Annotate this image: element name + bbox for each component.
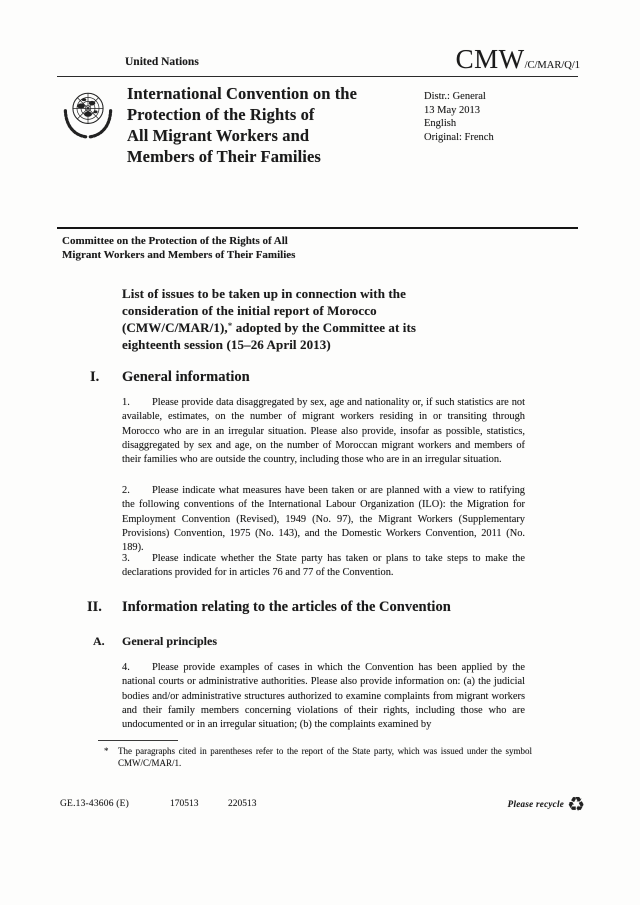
document-symbol	[456, 44, 580, 75]
distr-line: Distr.: General	[424, 91, 486, 102]
committee-name	[62, 235, 295, 262]
distribution-block	[424, 90, 494, 144]
convention-title-line: Protection of the Rights of	[127, 105, 315, 124]
subsection-heading-general-principles	[93, 634, 217, 649]
footer-date-code: 220513	[228, 799, 257, 809]
footnote-marker: *	[227, 320, 233, 331]
section-number: I.	[90, 369, 100, 385]
paragraph-text: Please indicate whether the State party has taken or plans to take steps to make the declarations provided for in articles 76 and 77 of the Convention.	[122, 553, 525, 579]
paragraph-4	[122, 661, 525, 732]
document-title-line: eighteenth session (15–26 April 2013)	[122, 337, 331, 353]
document-title	[122, 286, 416, 354]
paragraph-text: Please provide data disaggregated by sex, age and nationality or, if such statistics are not available, estimates, on the number of migrant workers residing in or transiting through Morocco who are in an irregular situation. Please also provide, insofar as possible, statistics, disaggregated by sex and age, on the number of Moroccan migrant workers and members of their families who are outside the country, including those who are in an irregular situation.	[122, 397, 525, 466]
paragraph-number: 1.	[122, 397, 130, 408]
paragraph-number: 4.	[122, 662, 130, 673]
document-title-line: List of issues to be taken up in connection with the	[122, 286, 407, 301]
committee-name-line: Migrant Workers and Members of Their Families	[62, 248, 296, 261]
convention-title-line: Members of Their Families	[127, 147, 321, 166]
subsection-number: A.	[93, 634, 105, 648]
document-title-line: consideration of the initial report of Morocco	[122, 302, 377, 318]
paragraph-text: Please provide examples of cases in which the Convention has been applied by the national courts or administrative authorities. Please also provide information on: (a) the judicial bodies and/or administrative structures authorized to examine complaints from migrant workers and their family members concerning violations of their rights, including those who are undocumented or in an irregular situation; (b) the complaints examined by	[122, 662, 525, 731]
footer-document-id: GE.13-43606 (E)	[60, 799, 129, 809]
section-number: II.	[87, 599, 102, 615]
section-title: General information	[122, 369, 250, 385]
recycle-icon: ♻	[567, 792, 585, 816]
convention-title-line: International Convention on the	[127, 84, 357, 103]
section-heading-articles-information	[87, 599, 451, 616]
language-line: English	[424, 118, 457, 129]
section-divider	[57, 227, 578, 229]
footnote-divider	[98, 740, 178, 741]
original-language-line: Original: French	[424, 131, 494, 143]
recycle-label: Please recycle	[507, 799, 565, 809]
document-symbol-suffix: /C/MAR/Q/1	[524, 60, 580, 71]
recycle-notice	[508, 794, 585, 814]
paragraph-2	[122, 484, 525, 555]
committee-name-line: Committee on the Protection of the Rights of All	[62, 235, 288, 247]
convention-title	[127, 83, 357, 167]
paragraph-1	[122, 396, 525, 467]
section-title: Information relating to the articles of the Convention	[122, 599, 451, 615]
document-symbol-main: CMW	[455, 44, 525, 74]
subsection-title: General principles	[122, 634, 217, 648]
document-title-line: (CMW/C/MAR/1),* adopted by the Committee at its	[122, 319, 417, 335]
header-divider	[57, 76, 578, 77]
date-line: 13 May 2013	[424, 104, 480, 116]
footnote	[104, 746, 532, 770]
paragraph-number: 2.	[122, 485, 130, 496]
convention-title-line: All Migrant Workers and	[127, 126, 310, 145]
footnote-text: The paragraphs cited in parentheses refer to the report of the State party, which was issued under the symbol CMW/C/MAR/1.	[118, 746, 532, 768]
paragraph-number: 3.	[122, 553, 130, 564]
united-nations-emblem-icon	[59, 84, 117, 142]
org-name: United Nations	[125, 56, 199, 68]
footer-date-code: 170513	[170, 799, 199, 809]
paragraph-text: Please indicate what measures have been taken or are planned with a view to ratifying the following conventions of the International Labour Organization (ILO): the Migration for Employment Convention (Revised), 1949 (No. 97), the Migrant Workers (Supplementary Provisions) Convention, 1975 (No. 143), and the Domestic Workers Convention, 2011 (No. 189).	[122, 485, 525, 554]
paragraph-3	[122, 552, 525, 581]
section-heading-general-information	[90, 369, 250, 386]
footnote-marker: *	[104, 746, 109, 756]
